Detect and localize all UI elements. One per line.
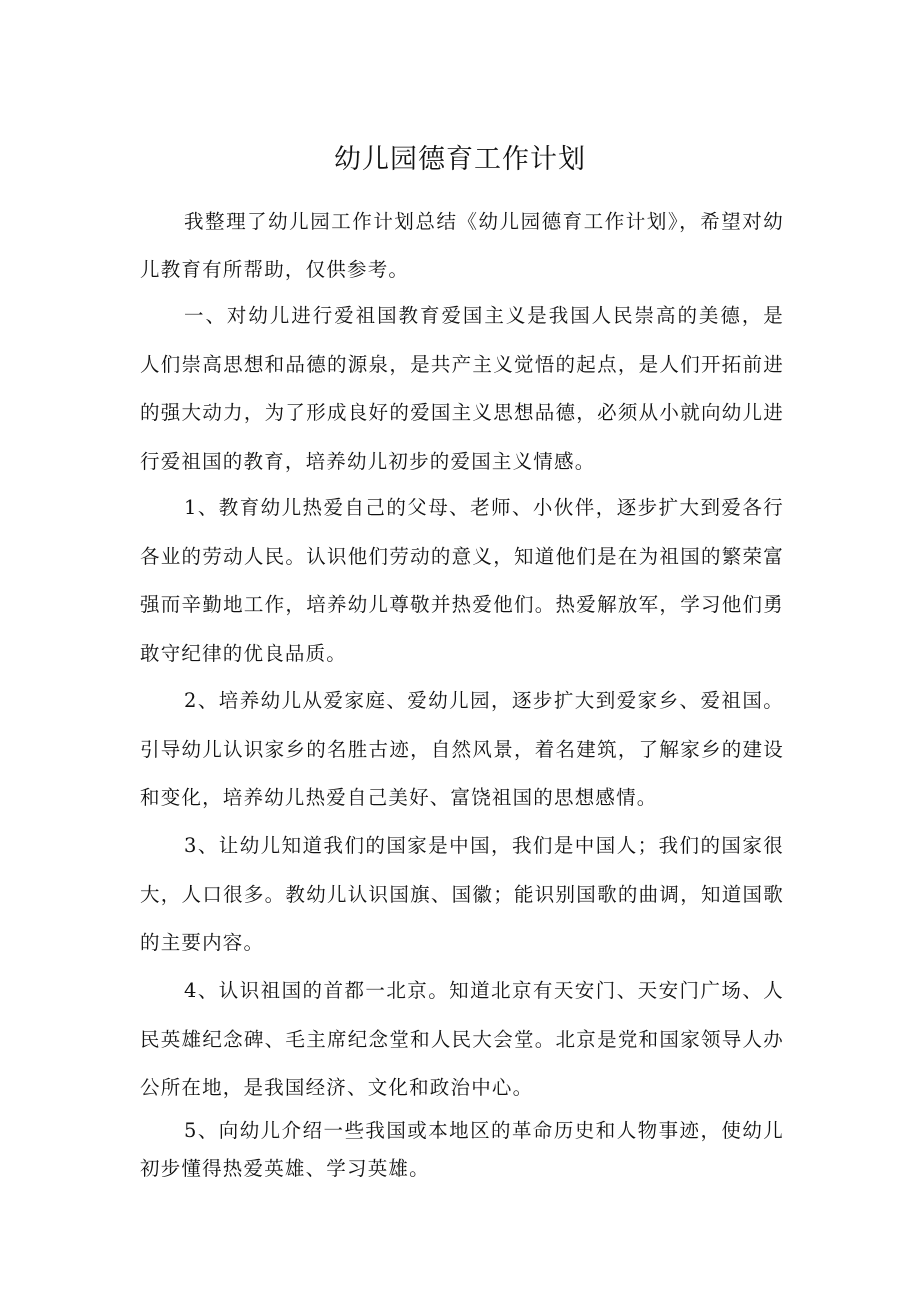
item-3-paragraph: 3、让幼儿知道我们的国家是中国，我们是中国人；我们的国家很大，人口很多。教幼儿认识国旗、国徽；能识别国歌的曲调，知道国歌的主要内容。 (140, 834, 784, 954)
item-1-paragraph: 1、教育幼儿热爱自己的父母、老师、小伙伴，逐步扩大到爱各行各业的劳动人民。认识他们劳动的意义，知道他们是在为祖国的繁荣富强而辛勤地工作，培养幼儿尊敬并热爱他们。热爱解放军，学习他们勇敢守纪律的优良品质。 (140, 496, 784, 665)
item-2-paragraph: 2、培养幼儿从爱家庭、爱幼儿园，逐步扩大到爱家乡、爱祖国。引导幼儿认识家乡的名胜古迹，自然风景，着名建筑，了解家乡的建设和变化，培养幼儿热爱自己美好、富饶祖国的思想感情。 (140, 689, 784, 809)
item-4-paragraph: 4、认识祖国的首都一北京。知道北京有天安门、天安门广场、人民英雄纪念碑、毛主席纪念堂和人民大会堂。北京是党和国家领导人办公所在地，是我国经济、文化和政治中心。 (140, 979, 784, 1099)
document-title: 幼儿园德育工作计划 (334, 144, 586, 175)
section-one-paragraph: 一、对幼儿进行爱祖国教育爱国主义是我国人民崇高的美德，是人们崇高思想和品德的源泉，是共产主义觉悟的起点，是人们开拓前进的强大动力，为了形成良好的爱国主义思想品德，必须从小就向幼儿进行爱祖国的教育，培养幼儿初步的爱国主义情感。 (140, 304, 784, 473)
item-5-paragraph: 5、向幼儿介绍一些我国或本地区的革命历史和人物事迹，使幼儿初步懂得热爱英雄、学习英雄。 (140, 1119, 784, 1180)
intro-paragraph: 我整理了幼儿园工作计划总结《幼儿园德育工作计划》，希望对幼儿教育有所帮助，仅供参考。 (140, 210, 784, 281)
